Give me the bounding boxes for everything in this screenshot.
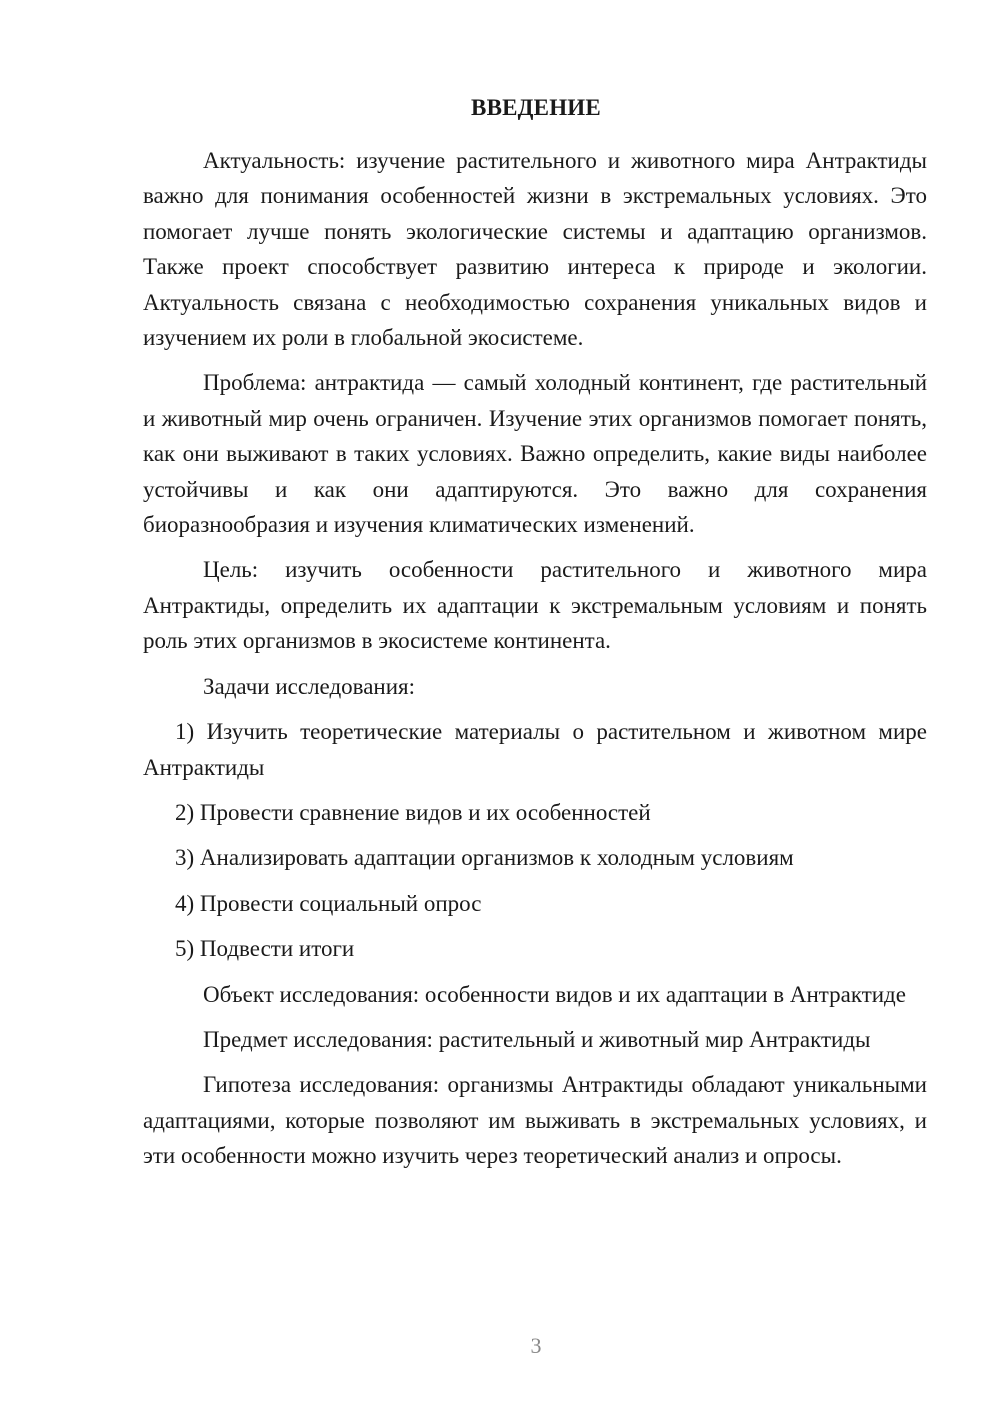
subject-paragraph: Предмет исследования: растительный и животный мир Антрактиды [203, 1026, 871, 1052]
task-item-5: 5) Подвести итоги [175, 936, 355, 962]
hypothesis-paragraph: Гипотеза исследования: организмы Антрактиды обладают уникальными адаптациями, которые позволяют им выживать в экстремальных условиях, и эти особенности можно изучить через теоретический анализ и опросы. [143, 1072, 927, 1169]
page-body [143, 143, 927, 1184]
relevance-paragraph: Актуальность: изучение растительного и животного мира Антрактиды важно для понимания особенностей жизни в экстремальных условиях. Это помогает лучше понять экологические системы и адаптацию организмов. Также проект способствует развитию интереса к природе и экологии. Актуальность связана с необходимостью сохранения уникальных видов и изучением их роли в глобальной экосистеме. [143, 148, 927, 351]
goal-paragraph: Цель: изучить особенности растительного и животного мира Антрактиды, определить их адаптации к экстремальным условиям и понять роль этих организмов в экосистеме континента. [143, 557, 927, 654]
page-number: 3 [530, 1333, 542, 1358]
task-item-3: 3) Анализировать адаптации организмов к холодным условиям [175, 845, 794, 871]
object-paragraph: Объект исследования: особенности видов и их адаптации в Антрактиде [203, 981, 906, 1007]
task-item-1: 1) Изучить теоретические материалы о растительном и животном мире Антрактиды [143, 719, 927, 780]
tasks-list [143, 714, 927, 966]
task-item-2: 2) Провести сравнение видов и их особенностей [175, 799, 651, 825]
problem-paragraph: Проблема: антрактида — самый холодный континент, где растительный и животный мир очень ограничен. Изучение этих организмов помогает понять, как они выживают в таких условиях. Важно определить, какие виды наиболее устойчивы и как они адаптируются. Это важно для сохранения биоразнообразия и изучения климатических изменений. [143, 370, 927, 538]
section-heading: ВВЕДЕНИЕ [471, 95, 601, 120]
task-item-4: 4) Провести социальный опрос [175, 890, 482, 916]
tasks-title: Задачи исследования: [203, 673, 416, 699]
